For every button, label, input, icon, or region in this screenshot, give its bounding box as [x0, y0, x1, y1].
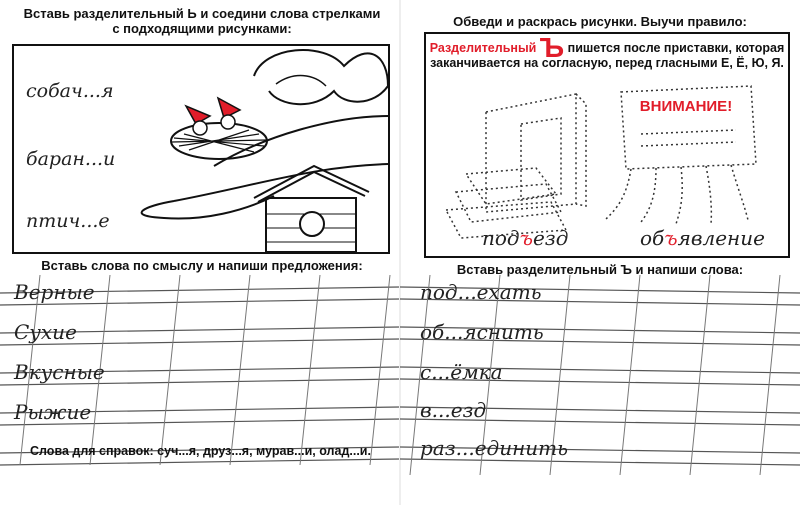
sentence-word-4[interactable]: Рыжие: [14, 400, 92, 424]
example-2-sign: ъ: [664, 226, 678, 250]
birdhouse-icon: [254, 166, 369, 252]
example-2-after: явление: [677, 226, 765, 250]
sentence-word-1[interactable]: Верные: [14, 280, 95, 304]
match-word-2[interactable]: баран...и: [26, 148, 116, 170]
attention-sign-text: ВНИМАНИЕ!: [639, 98, 733, 115]
task2-instruction: Вставь слова по смыслу и напиши предложения:: [41, 258, 363, 273]
fill-word-2[interactable]: об...яснить: [420, 320, 544, 344]
rule-box: [424, 32, 790, 258]
example-word-1: [482, 226, 568, 250]
sentence-word-2[interactable]: Сухие: [14, 320, 77, 344]
right-task1-instruction: Обведи и раскрась рисунки. Выучи правило:: [453, 14, 747, 29]
rule-line1-rest: пишется после приставки, которая: [567, 41, 785, 55]
sentence-word-3[interactable]: Вкусные: [14, 360, 105, 384]
rule-line2: заканчивается на согласную, перед гласными Е, Ё, Ю, Я.: [430, 56, 784, 70]
match-word-1[interactable]: собач...я: [26, 80, 114, 102]
rule-illustration: [426, 34, 788, 256]
left-writing-lines: [0, 275, 400, 505]
example-word-2: [640, 226, 765, 250]
reference-words: Слова для справок: суч...я, друз...я, мурав...и, олад...и.: [30, 444, 371, 458]
fill-word-5[interactable]: раз...единить: [420, 436, 569, 460]
example-1-after: езд: [532, 226, 569, 250]
example-2-before: об: [640, 226, 665, 250]
squirrel-tail: [254, 50, 388, 104]
task1-instruction-line2: с подходящими рисунками:: [112, 21, 292, 36]
rule-highlight: Разделительный: [429, 41, 537, 55]
entrance-icon: [446, 94, 586, 238]
example-1-before: под: [482, 226, 520, 250]
task1-instruction-line1: Вставь разделительный Ь и соедини слова стрелками: [23, 6, 381, 21]
fill-word-3[interactable]: с...ёмка: [420, 360, 503, 384]
right-page: [400, 0, 800, 505]
hard-sign-glyph: Ъ: [539, 32, 565, 63]
fill-word-4[interactable]: в...езд: [420, 398, 487, 422]
nest-icon: [171, 98, 267, 159]
match-word-3[interactable]: птич...е: [26, 210, 110, 232]
right-writing-lines: [400, 275, 800, 505]
task1-instruction: [12, 6, 392, 36]
right-task2-instruction: Вставь разделительный Ъ и напиши слова:: [456, 262, 744, 277]
matching-picture-box: [12, 44, 390, 254]
example-1-sign: ъ: [519, 226, 533, 250]
fill-word-1[interactable]: под...ехать: [420, 280, 542, 304]
